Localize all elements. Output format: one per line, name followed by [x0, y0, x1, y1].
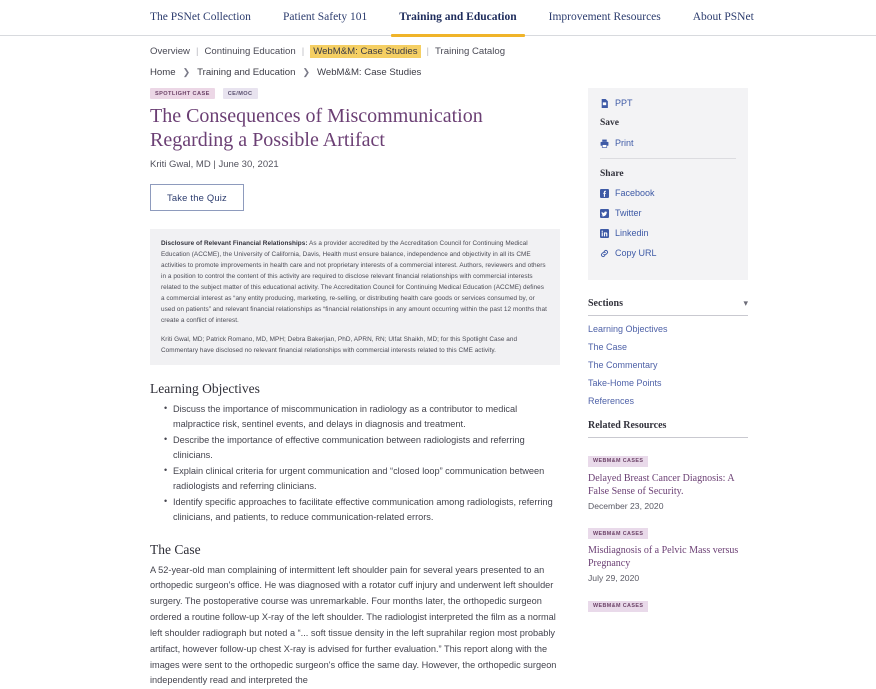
nav-item-improvement-resources[interactable]: Improvement Resources — [548, 10, 661, 23]
twitter-label: Twitter — [615, 208, 642, 218]
related-title[interactable]: Delayed Breast Cancer Diagnosis: A False Sense of Security. — [588, 472, 735, 497]
learning-objectives-list — [150, 402, 560, 526]
article-column — [150, 88, 570, 689]
related-badge: WEBM&M CASES — [588, 456, 648, 467]
disclosure-paragraph-1 — [161, 238, 549, 326]
breadcrumb-item-home[interactable]: Home — [150, 67, 176, 78]
list-item: • Explain clinical criteria for urgent communication and “closed loop” communication between radiologists and referring clinicians. — [164, 464, 560, 495]
linkedin-label: Linkedin — [615, 228, 649, 238]
article-badges — [150, 88, 560, 99]
ppt-label: PPT — [615, 98, 633, 108]
subnav-item-training-catalog[interactable]: Training Catalog — [435, 46, 506, 57]
list-item — [588, 449, 748, 511]
the-case-text: A 52-year-old man complaining of intermittent left shoulder pain for several years presented to an orthopedic surgeon's office. He was diagnosed with a rotator cuff injury and underwent left shoulder surgery. The postoperative course was unremarkable. Four months later, the orthopedic surgeon ordered a routine follow-up X-ray of the left shoulder. The radiologist interpreted the film as a normal left shoulder radiograph but noted a “... soft tissue density in the left suprahilar region most probably artifact, however follow-up chest X-ray is advised for further evaluation.” This report along with the images were sent to the orthopedic surgeon's office the same day. However, the orthopedic surgeon independently read and interpreted the — [150, 564, 557, 686]
ppt-download-link[interactable] — [600, 98, 736, 108]
subnav-item-overview[interactable]: Overview — [150, 46, 190, 57]
facebook-label: Facebook — [615, 188, 655, 198]
list-item — [588, 594, 748, 617]
section-link-the-commentary[interactable]: The Commentary — [588, 360, 658, 370]
section-link-learning-objectives[interactable]: Learning Objectives — [588, 324, 668, 334]
subnav-separator: | — [195, 46, 199, 57]
list-item: • Discuss the importance of miscommunication in radiology as a contributor to medical malpractice risk, sentinel events, and delays in diagnosis and treatment. — [164, 402, 560, 433]
section-link-references[interactable]: References — [588, 396, 635, 406]
list-item — [588, 522, 748, 584]
chevron-right-icon: ❯ — [182, 67, 191, 77]
sections-header[interactable] — [588, 298, 748, 316]
content-area — [0, 78, 876, 689]
twitter-icon — [600, 209, 609, 218]
share-facebook-link[interactable] — [600, 188, 736, 198]
nav-item-patient-safety-101[interactable]: Patient Safety 101 — [282, 10, 368, 23]
sections-heading: Sections — [588, 298, 623, 309]
subnav-separator: | — [301, 46, 305, 57]
chevron-down-icon[interactable]: ▾ — [743, 298, 748, 308]
copy-url-link[interactable] — [600, 248, 736, 258]
linkedin-icon — [600, 229, 609, 238]
printer-icon — [600, 139, 609, 148]
nav-item-about-psnet[interactable]: About PSNet — [692, 10, 754, 23]
chevron-right-icon: ❯ — [302, 67, 310, 77]
disclosure-body-1: As a provider accredited by the Accreditation Council for Continuing Medical Education (ACCME), the University of California, Davis, Health must ensure balance, independence and objectivity in all its CME activities to promote improvements in health care and not proprietary interests of a commercial interest. Authors, reviewers and others in a position to control the content of this activity are required to disclose relevant financial relationships with commercial interests related to the subject matter of this educational activity. The Accreditation Council for Continuing Medical Education (ACCME) defines a commercial interest as “any entity producing, marketing, re-selling, or distributing health care goods or services consumed by, or used on patients” and relevant financial relationships as “financial relationships in any amount occurring within the past 12 months that create a conflict of interest. — [161, 239, 547, 324]
related-badge: WEBM&M CASES — [588, 528, 648, 539]
breadcrumb-item-webmm-case-studies[interactable]: WebM&M: Case Studies — [317, 67, 422, 78]
disclosure-box — [150, 229, 560, 365]
the-case-heading: The Case — [150, 541, 201, 557]
tools-divider — [600, 158, 736, 159]
primary-navigation — [0, 0, 876, 36]
link-icon — [600, 249, 609, 258]
disclosure-label: Disclosure of Relevant Financial Relationships: — [161, 239, 308, 247]
list-item: • Describe the importance of effective communication between radiologists and referring clinicians. — [164, 433, 560, 464]
subnav-separator: | — [426, 46, 430, 57]
secondary-navigation — [0, 36, 876, 58]
related-date: July 29, 2020 — [588, 573, 640, 583]
nav-item-training-and-education[interactable]: Training and Education — [399, 10, 517, 23]
learning-objectives-heading: Learning Objectives — [150, 380, 260, 396]
ppt-file-icon — [600, 99, 609, 108]
take-the-quiz-button[interactable]: Take the Quiz — [150, 184, 244, 211]
share-heading: Share — [600, 169, 624, 179]
copy-url-label: Copy URL — [615, 248, 657, 258]
tools-box — [588, 88, 748, 280]
nav-item-the-psnet-collection[interactable]: The PSNet Collection — [150, 10, 251, 23]
subnav-item-continuing-education[interactable]: Continuing Education — [204, 46, 296, 57]
related-resources-heading: Related Resources — [588, 420, 748, 438]
breadcrumb-item-training-and-education[interactable]: Training and Education — [197, 67, 296, 78]
related-title[interactable]: Misdiagnosis of a Pelvic Mass versus Pregnancy — [588, 545, 739, 569]
disclosure-paragraph-2: Kriti Gwal, MD; Patrick Romano, MD, MPH; Debra Bakerjian, PhD, APRN, RN; Ulfat Shaikh, MD; for this Spotlight Case and Commentary have disclosed no relevant financial relationships with commercial interests related to this CME activity. — [161, 335, 518, 354]
sections-list — [588, 324, 748, 406]
facebook-icon — [600, 189, 609, 198]
badge-spotlight-case: SPOTLIGHT CASE — [150, 88, 215, 99]
save-label[interactable] — [600, 118, 736, 128]
save-text: Save — [600, 118, 619, 128]
print-label: Print — [615, 138, 634, 148]
print-link[interactable] — [600, 138, 736, 148]
share-linkedin-link[interactable] — [600, 228, 736, 238]
section-link-the-case[interactable]: The Case — [588, 342, 628, 352]
share-twitter-link[interactable] — [600, 208, 736, 218]
article-byline: Kriti Gwal, MD | June 30, 2021 — [150, 158, 279, 170]
breadcrumb — [0, 58, 876, 78]
section-link-take-home-points[interactable]: Take-Home Points — [588, 378, 662, 388]
page-title: The Consequences of Miscommunication Regarding a Possible Artifact — [150, 105, 483, 152]
list-item: • Identify specific approaches to facilitate effective communication among radiologists, referring clinicians, and patients, to reduce communication-related errors. — [164, 495, 560, 526]
sidebar — [588, 88, 748, 617]
subnav-item-webmm-case-studies[interactable]: WebM&M: Case Studies — [310, 45, 420, 58]
badge-ce-moc: CE/MOC — [223, 88, 258, 99]
related-date: December 23, 2020 — [588, 500, 664, 511]
related-badge: WEBM&M CASES — [588, 601, 648, 612]
